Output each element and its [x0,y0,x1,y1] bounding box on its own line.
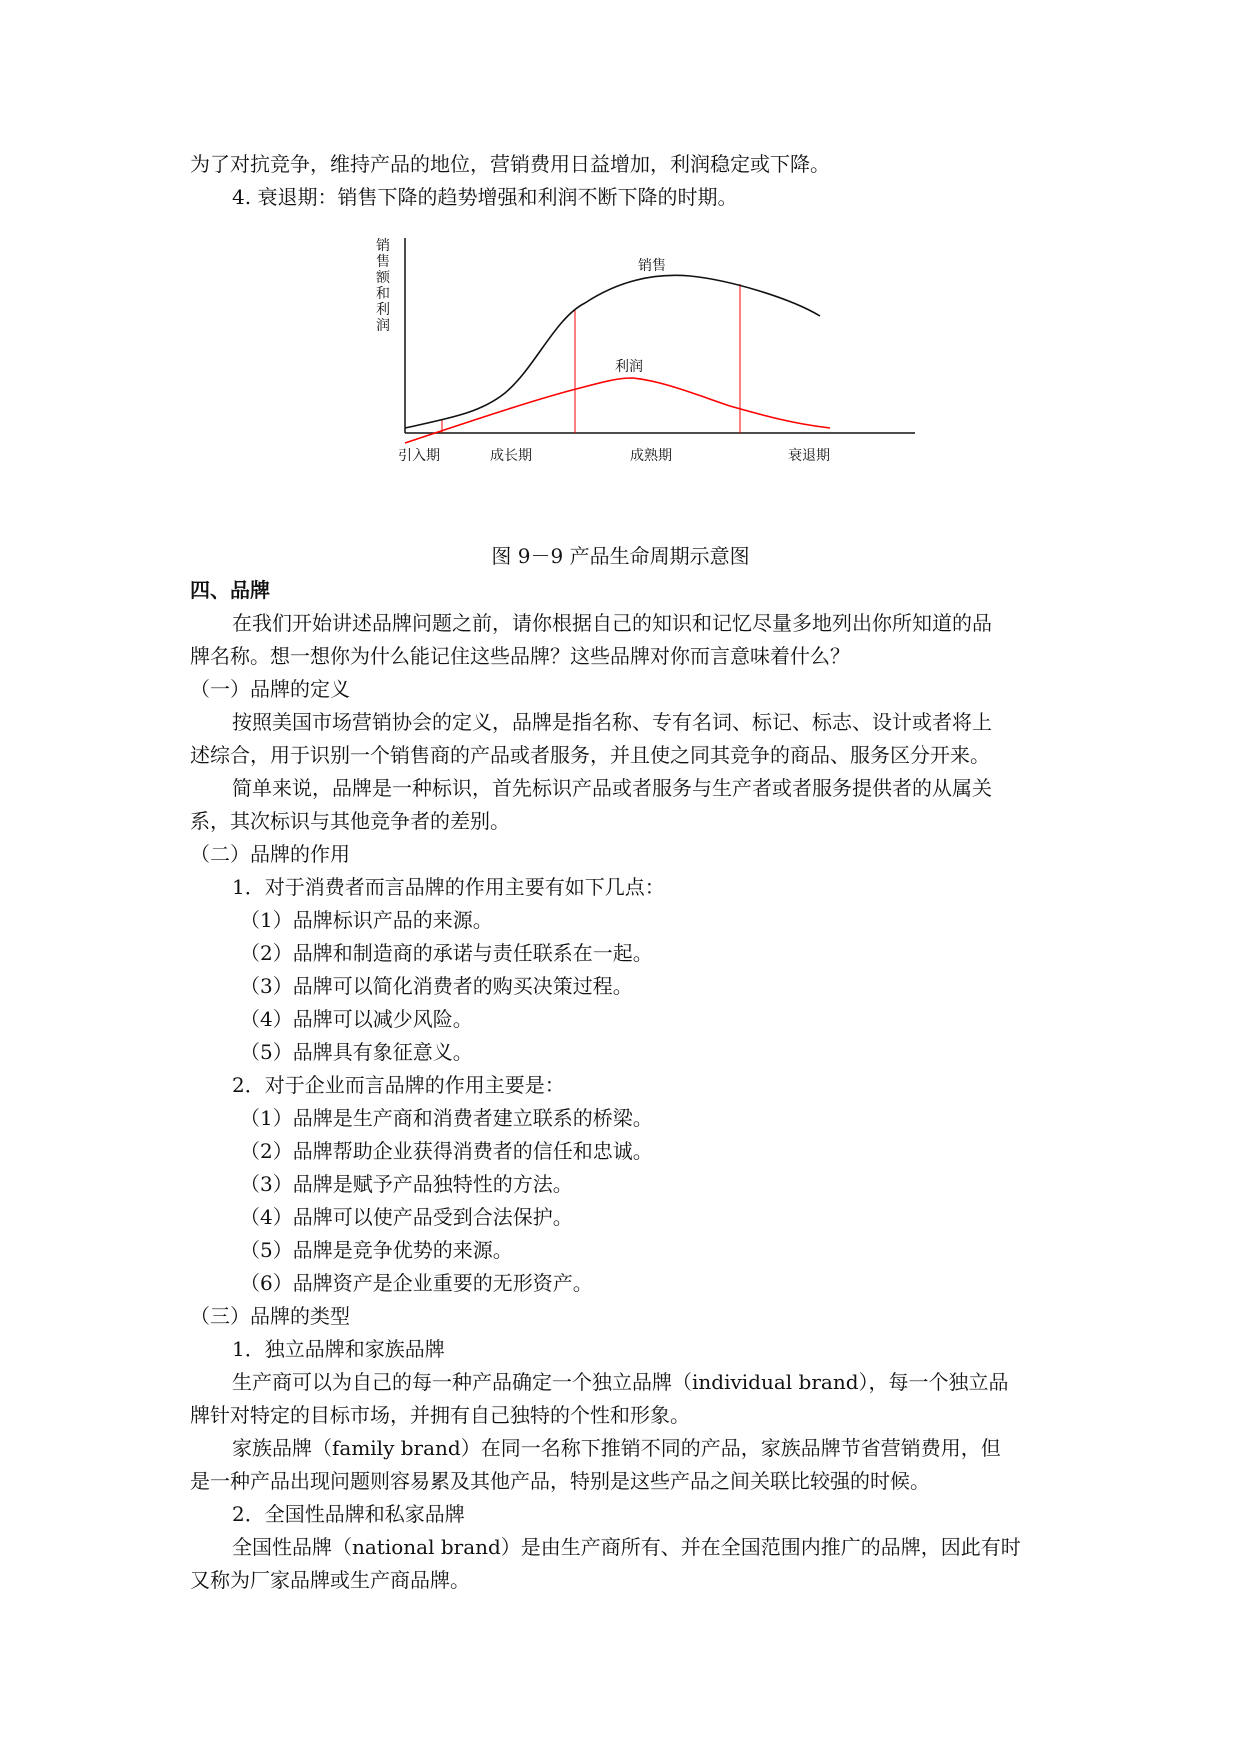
profit-label: 利润 [615,359,643,375]
stage-label-decline: 衰退期 [788,448,830,464]
y-label-char-5: 利 [376,302,390,318]
paragraph-line: 为了对抗竞争，维持产品的地位，营销费用日益增加，利润稳定或下降。 [190,152,830,176]
stage-label-maturity: 成熟期 [630,448,672,464]
consumer-point: （3）品牌可以简化消费者的购买决策过程。 [240,974,633,998]
type2-heading: 2．全国性品牌和私家品牌 [232,1502,465,1526]
family-line-1: 家族品牌（family brand）在同一名称下推销不同的产品，家族品牌节省营销费用，但 [232,1436,1001,1460]
consumer-heading: 1．对于消费者而言品牌的作用主要有如下几点： [232,875,665,899]
type1-heading: 1．独立品牌和家族品牌 [232,1337,445,1361]
enterprise-point: （3）品牌是赋予产品独特性的方法。 [240,1172,573,1196]
family-line-2: 是一种产品出现问题则容易累及其他产品，特别是这些产品之间关联比较强的时候。 [190,1469,930,1493]
decline-stage-item: 4. 衰退期：销售下降的趋势增强和利润不断下降的时期。 [232,185,738,209]
life-cycle-chart [370,228,930,528]
enterprise-point: （1）品牌是生产商和消费者建立联系的桥梁。 [240,1106,653,1130]
stage-label-intro: 引入期 [398,448,440,464]
subsection-definition-title: （一）品牌的定义 [190,677,350,701]
enterprise-point: （2）品牌帮助企业获得消费者的信任和忠诚。 [240,1139,653,1163]
subsection-function-title: （二）品牌的作用 [190,842,350,866]
y-axis-label [376,237,394,334]
product-life-cycle-figure [370,228,930,528]
national-line-1: 全国性品牌（national brand）是由生产商所有、并在全国范围内推广的品牌，因此有时 [232,1535,1021,1559]
stage-label-growth: 成长期 [490,448,532,464]
y-label-char-2: 售 [376,254,390,270]
national-line-2: 又称为厂家品牌或生产商品牌。 [190,1568,470,1592]
y-label-char-1: 销 [376,238,390,254]
simple-line-2: 系，其次标识与其他竞争者的差别。 [190,809,510,833]
consumer-point: （4）品牌可以减少风险。 [240,1007,473,1031]
definition-line-2: 述综合，用于识别一个销售商的产品或者服务，并且使之同其竞争的商品、服务区分开来。 [190,743,990,767]
y-label-char-6: 润 [376,318,390,334]
figure-caption: 图 9－9 产品生命周期示意图 [491,544,750,568]
enterprise-point: （4）品牌可以使产品受到合法保护。 [240,1205,573,1229]
consumer-point: （2）品牌和制造商的承诺与责任联系在一起。 [240,941,653,965]
sales-curve [405,275,820,428]
subsection-types-title: （三）品牌的类型 [190,1304,350,1328]
enterprise-point: （5）品牌是竞争优势的来源。 [240,1238,513,1262]
consumer-point: （1）品牌标识产品的来源。 [240,908,493,932]
y-label-char-4: 和 [376,286,390,302]
y-label-char-3: 额 [376,270,390,286]
intro-line-1: 在我们开始讲述品牌问题之前，请你根据自己的知识和记忆尽量多地列出你所知道的品 [232,611,992,635]
type1-line-1: 生产商可以为自己的每一种产品确定一个独立品牌（individual brand），每一个独立品 [232,1370,1009,1394]
consumer-point: （5）品牌具有象征意义。 [240,1040,473,1064]
definition-line-1: 按照美国市场营销协会的定义，品牌是指名称、专有名词、标记、标志、设计或者将上 [232,710,992,734]
section-title: 四、品牌 [190,578,270,602]
enterprise-point: （6）品牌资产是企业重要的无形资产。 [240,1271,593,1295]
simple-line-1: 简单来说，品牌是一种标识，首先标识产品或者服务与生产者或者服务提供者的从属关 [232,776,992,800]
sales-label: 销售 [638,258,666,274]
enterprise-heading: 2．对于企业而言品牌的作用主要是： [232,1073,565,1097]
intro-line-2: 牌名称。想一想你为什么能记住这些品牌？这些品牌对你而言意味着什么？ [190,644,850,668]
type1-line-2: 牌针对特定的目标市场，并拥有自己独特的个性和形象。 [190,1403,690,1427]
